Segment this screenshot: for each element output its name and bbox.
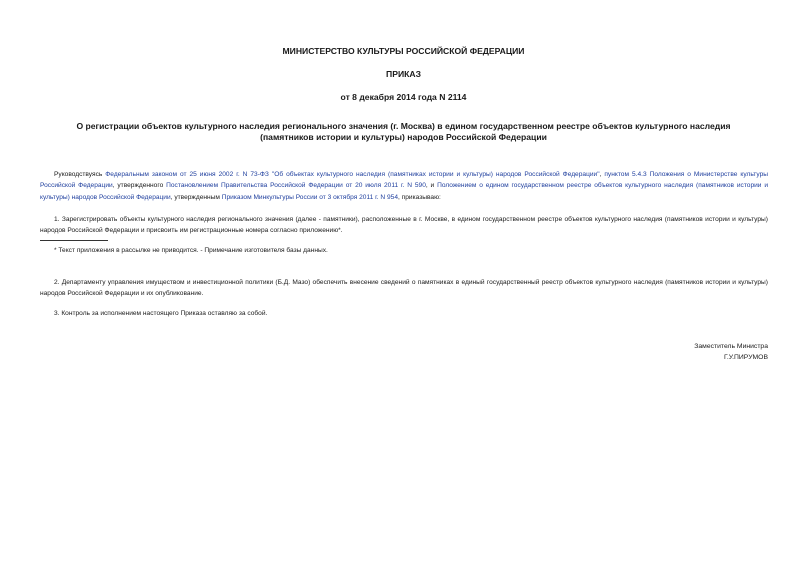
preamble-text-1: Руководствуясь <box>54 171 106 178</box>
ministry-heading: МИНИСТЕРСТВО КУЛЬТУРЫ РОССИЙСКОЙ ФЕДЕРАЦИИ <box>282 46 525 56</box>
footnote-rule <box>40 240 108 241</box>
doc-type-heading: ПРИКАЗ <box>386 69 421 79</box>
preamble-text-4: , и <box>425 182 438 190</box>
item-3-paragraph: 3. Контроль за исполнением настоящего Приказа оставляю за собой. <box>54 310 268 317</box>
item-1-paragraph: 1. Зарегистрировать объекты культурного наследия регионального значения (далее - памятники), расположенные в г. Москве, в едином государственном реестре объектов культурного наследия (памятников истории и культуры) народов Российской Федерации и присвоить им регистрационные номера согласно приложению*. <box>40 216 768 235</box>
federal-law-link[interactable]: Федеральным законом от 25 июня 2002 г. N 73-ФЗ "Об объектах культурного наследия (памятниках истории и культуры) народов Российской Федерации" <box>105 171 600 178</box>
footnote-text: * Текст приложения в рассылке не приводится. - Примечание изготовителя базы данных. <box>54 247 328 254</box>
document-title-line1: О регистрации объектов культурного наследия регионального значения (г. Москва) в едином государственном реестре объектов культурного наследия <box>76 121 731 131</box>
preamble-text-3: , утвержденного <box>112 182 167 190</box>
government-resolution-link[interactable]: Постановлением Правительства Российской Федерации от 20 июля 2011 г. N 590 <box>166 182 426 190</box>
date-number-heading: от 8 декабря 2014 года N 2114 <box>340 92 467 102</box>
preamble-text-6: , приказываю: <box>398 193 441 201</box>
ministry-order-link[interactable]: Приказом Минкультуры России от 3 октября 2011 г. N 954 <box>221 193 398 201</box>
registry-regulation-link[interactable]: Положением о едином государственном реестре объектов культурного наследия (памятников истории и культуры) народов Российской Федерации <box>40 182 769 201</box>
item-2-paragraph: 2. Департаменту управления имуществом и инвестиционной политики (Б.Д. Мазо) обеспечить внесение сведений о памятниках в единый государственный реестр объектов культурного наследия (памятников истории и культуры) народов Российской Федерации и их опубликование. <box>40 279 768 298</box>
signatory-name: Г.У.ПИРУМОВ <box>724 354 768 361</box>
signatory-position: Заместитель Министра <box>694 343 768 350</box>
document-title-line2: (памятников истории и культуры) народов Российской Федерации <box>260 132 547 142</box>
preamble-text-5: , утвержденным <box>170 193 222 201</box>
ministry-regulation-link[interactable]: пунктом 5.4.3 Положения о Министерстве культуры Российской Федерации <box>40 171 768 190</box>
preamble-paragraph <box>40 169 768 203</box>
preamble-text-2: , <box>599 171 605 178</box>
